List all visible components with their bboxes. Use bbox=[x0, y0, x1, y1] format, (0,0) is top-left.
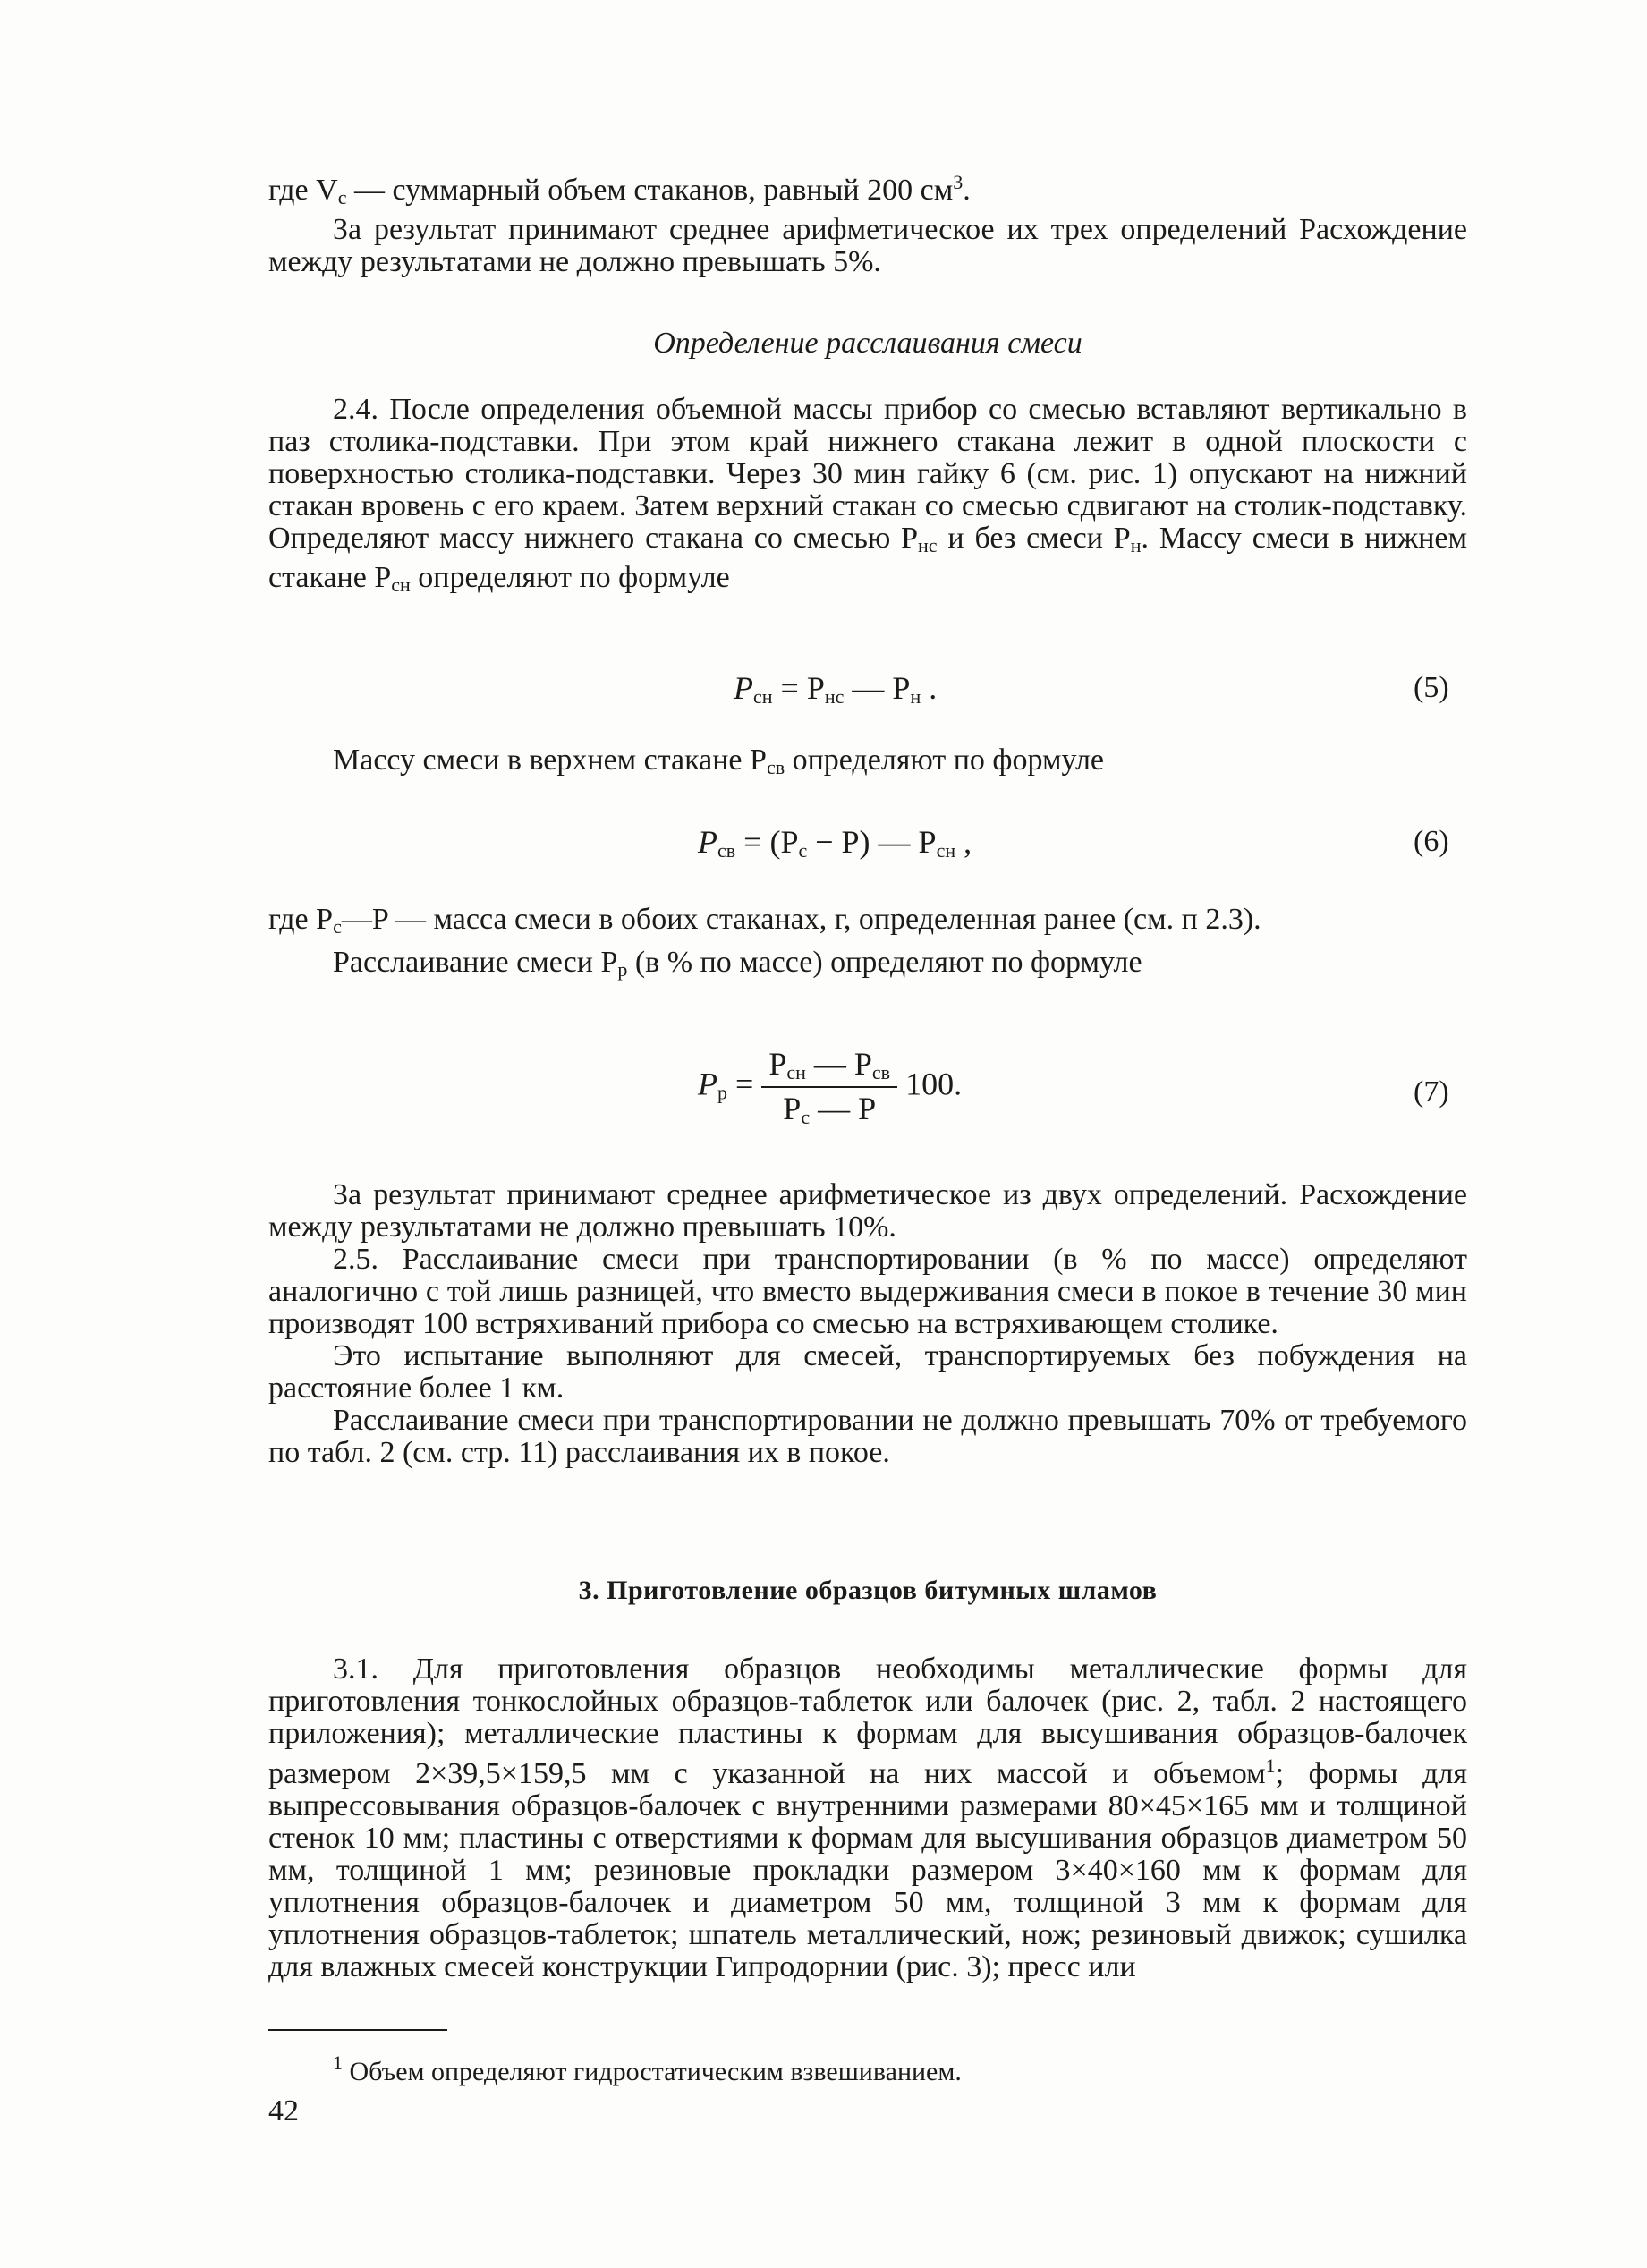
footnote-rule bbox=[268, 2029, 447, 2031]
paragraph-test: Это испытание выполняют для смесей, транспортируемых без побуждения на расстояние более 1 км. bbox=[268, 1339, 1467, 1405]
paragraph-limit: Расслаивание смеси при транспортировании не должно превышать 70% от требуемого по табл. 2 (см. стр. 11) расслаивания их в покое. bbox=[268, 1404, 1467, 1469]
result-paragraph-1: За результат принимают среднее арифметическое их трех определений Расхождение между результатами не должно превышать 5%. bbox=[268, 213, 1467, 278]
where-block-6: где $P_с—P$ — масса смеси в обоих стаканах, г, определенная ранее (см. п 2.3). Расслаивание смеси $P_р$ (в % по массе) определяют по формуле bbox=[268, 903, 1261, 981]
formula-7-number: (7) bbox=[1414, 1075, 1449, 1109]
formula-7-fraction: $\frac{P_{сн} — P_{св}}{P_с — P}$ bbox=[761, 1045, 897, 1129]
formula-5-number: (5) bbox=[1414, 671, 1449, 704]
paragraph-2-5: 2.5. Расслаивание смеси при транспортировании (в % по массе) определяют аналогично с той лишь разницей, что вместо выдерживания смеси в покое в течение 30 мин производят 100 встряхиваний прибора со смесью на встряхивающем столике. bbox=[268, 1243, 1467, 1340]
section-heading-stratification: Определение расслаивания смеси bbox=[653, 327, 1082, 360]
formula-6: $P_{св} = (P_с - P)$ — $P_{сн}$ , bbox=[698, 824, 972, 862]
section-heading-3: 3. Приготовление образцов битумных шламов bbox=[578, 1576, 1158, 1605]
paragraphs-2-5 bbox=[268, 1179, 1467, 1469]
paragraph-3-1: 3.1. Для приготовления образцов необходимы металлические формы для приготовления тонкослойных образцов-таблеток или балочек (рис. 2, табл. 2 настоящего приложения); металлические пластины к формам для высушивания образцов-балочек размером 2×39,5×159,5 мм с указанной на них массой и объемом$^1$; формы для выпрессовывания образцов-балочек с внутренними размерами 80×45×165 мм и толщиной стенок 10 мм; пластины с отверстиями к формам для высушивания образцов диаметром 50 мм, толщиной 1 мм; резиновые прокладки размером 3×40×160 мм к формам для уплотнения образцов-балочек и диаметром 50 мм, толщиной 3 мм к формам для уплотнения образцов-таблеток; шпатель металлический, нож; резиновый движок; сушилка для влажных смесей конструкции Гипродорнии (рис. 3); пресс или bbox=[268, 1652, 1467, 1983]
intro-block bbox=[268, 166, 1467, 278]
formula-7: $P_р$ = $\frac{P_{сн} — P_{св}}{P_с — P}$ 100. bbox=[698, 1046, 963, 1128]
formula-6-number: (6) bbox=[1414, 825, 1449, 858]
paragraph-2-4: 2.4. После определения объемной массы прибор со смесью вставляют вертикально в паз столика-подставки. При этом край нижнего стакана лежит в одной плоскости с поверхностью столика-подставки. Через 30 мин гайку 6 (см. рис. 1) опускают на нижний стакан вровень с его краем. Затем верхний стакан со смесью сдвигают на столик-подставку. Определяют массу нижнего стакана со смесью $P_{нс}$ и без смеси $P_н$. Массу смеси в нижнем стакане $P_{сн}$ определяют по формуле bbox=[268, 393, 1467, 596]
formula-5: $P_{сн} = P_{нс}$ — $P_н$ . bbox=[734, 670, 938, 708]
footnote: $^1$ Объем определяют гидростатическим взвешиванием. bbox=[333, 2051, 962, 2086]
where-vc-line: где $V_с$ — суммарный объем стаканов, равный 200 $см^3$. bbox=[268, 171, 971, 208]
result-paragraph-2: За результат принимают среднее арифметическое из двух определений. Расхождение между результатами не должно превышать 10%. bbox=[268, 1178, 1467, 1244]
page-number: 42 bbox=[268, 2094, 299, 2128]
mass-upper-line: Массу смеси в верхнем стакане $P_{св}$ определяют по формуле bbox=[333, 743, 1105, 778]
